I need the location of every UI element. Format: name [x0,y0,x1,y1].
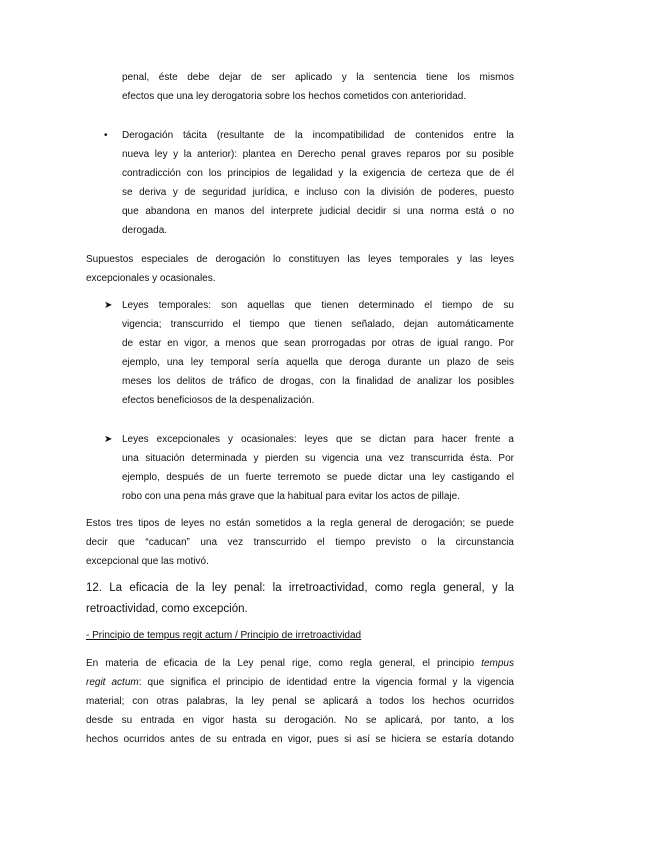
paragraph-leyes-excepcionales [122,430,514,506]
paragraph-leyes-temporales [122,296,514,410]
heading-line: retroactividad, como excepción. [86,603,248,615]
text-line: Leyes excepcionales y ocasionales: leyes que se dictan para hacer frente a [122,434,514,445]
text-line: derogada. [122,225,168,236]
text-line: penal, éste debe dejar de ser aplicado y la sentencia tiene los mismos [122,72,514,83]
text-line: excepcionales y ocasionales. [86,273,216,284]
text-line: Leyes temporales: son aquellas que tienen determinado el tiempo de su [122,300,514,311]
heading-line: 12. La eficacia de la ley penal: la irretroactividad, como regla general, y la [86,582,514,594]
text-line: Estos tres tipos de leyes no están sometidos a la regla general de derogación; se puede [86,518,514,529]
text-line: robo con una pena más grave que la habitual para evitar los actos de pillaje. [122,491,460,502]
text-line: una situación determinada y pierden su vigencia una vez transcurrida ésta. Por [122,453,514,464]
text-line: decir que “caducan” una vez transcurrido el tiempo previsto o la circunstancia [86,537,514,548]
arrow-bullet-icon: ➤ [104,434,113,445]
arrow-bullet-icon: ➤ [104,300,113,311]
paragraph-eficacia [86,654,514,749]
text-line: nueva ley y la anterior): plantea en Derecho penal graves reparos por su posible [122,149,514,160]
subheading-text: - Principio de tempus regit actum / Principio de irretroactividad [86,630,362,641]
paragraph-estos-tres [86,514,514,571]
text-line: meses los delitos de tráfico de drogas, con la finalidad de analizar los posibles [122,376,514,387]
text-line: efectos beneficiosos de la despenalización. [122,395,315,406]
text-line: excepcional que las motivó. [86,556,209,567]
paragraph-supuestos [86,250,514,288]
text-line: vigencia; transcurrido el tiempo que tienen señalado, dejan automáticamente [122,319,514,330]
text-line: hechos ocurridos antes de su entrada en vigor, pues si así se hiciera se estaría dotando [86,734,514,745]
text-line: Derogación tácita (resultante de la incompatibilidad de contenidos entre la [122,130,514,141]
text-line: se deriva y de seguridad jurídica, e incluso con la división de poderes, puesto [122,187,514,198]
text-line: efectos que una ley derogatoria sobre los hechos cometidos con anterioridad. [122,91,467,102]
paragraph-derogacion-tacita [122,126,514,240]
paragraph-continuation [122,68,514,106]
text-line: contradicción con los principios de legalidad y la exigencia de certeza que de él [122,168,514,179]
text-line: que abandona en manos del interprete judicial decidir si una norma está o no [122,206,514,217]
subheading-principio [86,626,514,645]
text-line: de estar en vigor, a menos que sean prorrogadas por otras de igual rango. Por [122,338,514,349]
section-heading [86,578,514,620]
bullet-dot-icon: • [104,130,108,141]
text-line: ejemplo, después de un fuerte terremoto se puede dictar una ley castigando el [122,472,514,483]
text-line: material; con otras palabras, la ley penal se aplicará a todos los hechos ocurridos [86,696,514,707]
text-line: En materia de eficacia de la Ley penal rige, como regla general, el principio tempus [86,658,514,669]
text-line: desde su entrada en vigor hasta su derogación. No se aplicará, por tanto, a los [86,715,514,726]
text-line: regit actum: que significa el principio de identidad entre la vigencia formal y la vigencia [86,677,514,688]
text-line: ejemplo, una ley temporal sería aquella que deroga durante un plazo de seis [122,357,514,368]
text-line: Supuestos especiales de derogación lo constituyen las leyes temporales y las leyes [86,254,514,265]
